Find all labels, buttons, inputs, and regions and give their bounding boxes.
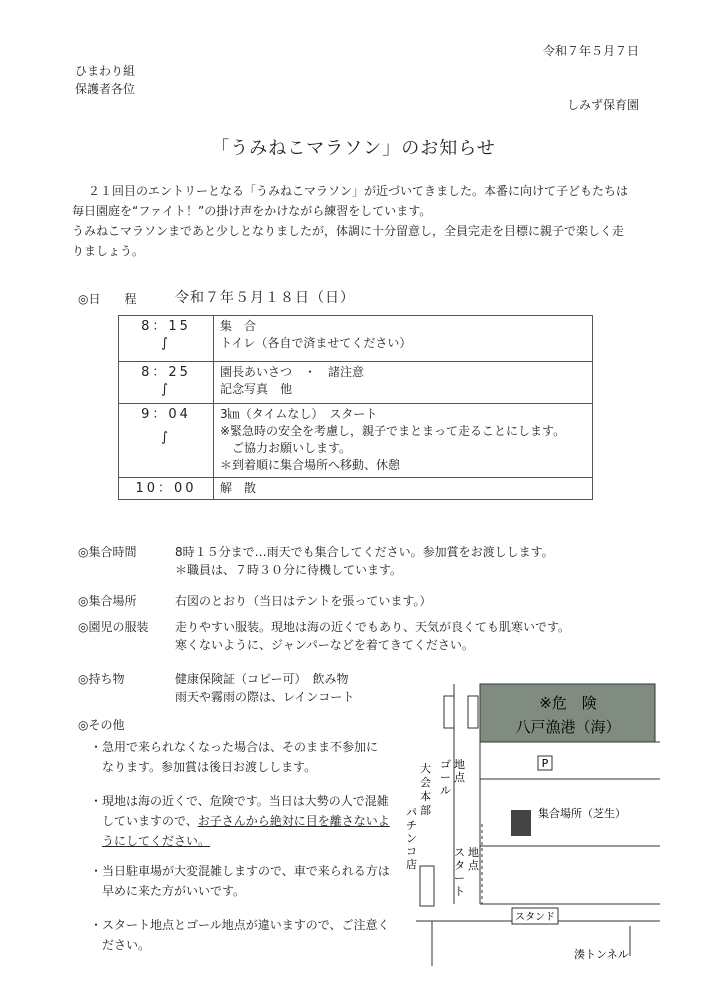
schedule-table [118,315,593,500]
intro-line: 毎日園庭を“ファイト！”の掛け声をかけながら練習をしています。 [72,204,432,218]
gather-place-text: 右図のとおり（当日はテントを張っています。） [175,594,432,608]
schedule-time: 10：00 [119,478,214,500]
gather-time-text: 8時１５分まで…雨天でも集合してください。参加賞をお渡しします。 [175,545,554,559]
note-line: ・当日駐車場が大変混雑しますので、車で来られる方は [90,864,390,878]
tunnel-label: 湊トンネル [574,948,629,961]
clothing-label: ◎園児の服装 [78,620,149,634]
note-line: ださい。 [90,938,151,952]
schedule-row [119,316,593,362]
schedule-row [119,362,593,404]
staff-note: ＊職員は、７時３０分に待機しています。 [175,563,403,577]
sea-label: 八戸漁港（海） [515,718,621,736]
wave-icon: ∫ [161,336,171,351]
schedule-time: 8：25 ∫ [119,362,214,404]
warning-underline: お子さんから絶対に目を離さないよ [197,814,390,828]
schedule-row [119,478,593,500]
schedule-desc: 園長あいさつ ・ 諸注意 記念写真 他 [214,362,593,404]
sender: しみず保育園 [566,98,639,112]
wave-icon: ∫ [161,430,171,445]
schedule-desc: 解 散 [214,478,593,500]
intro-line: うみねこマラソンまであと少しとなりましたが，体調に十分留意し，全員完走を目標に親子で楽しく走 [72,224,625,238]
hq-label: 大会本部 [420,762,431,817]
warning-underline: うにしてください。 [102,834,211,848]
page-title: 「うみねこマラソン」のお知らせ [211,138,496,159]
gather-place-label: ◎集合場所 [78,594,137,608]
intro-paragraph [72,181,628,261]
schedule-time: 8：15 ∫ [119,316,214,362]
parking-label: P [541,757,549,770]
belongings-text: 雨天や霧雨の際は、レインコート [175,690,355,704]
event-date: 令和７年５月１８日（日） [175,290,355,306]
note-line: 早めに来た方がいいです。 [90,884,246,898]
clothing-text: 寒くないように、ジャンパーなどを着てきてください。 [175,638,474,652]
belongings-text: 健康保険証（コピー可） 飲み物 [175,672,349,686]
other-notes [90,737,390,955]
gather-box [511,810,531,836]
note-line: ・スタート地点とゴール地点が違いますので、ご注意く [90,918,390,932]
schedule-row [119,404,593,478]
schedule-time: 9：04 ∫ [119,404,214,478]
pachinko-label: パチンコ店 [406,806,417,871]
note-line [90,831,390,851]
clothing-text: 走りやすい服装。現地は海の近くでもあり、天気が良くても肌寒いです。 [175,620,571,634]
venue-map [398,676,660,966]
recipient-class: ひまわり組 [75,64,136,78]
recipient-parents: 保護者各位 [75,82,136,96]
intro-line: りましょう。 [72,244,145,258]
document-date: 令和７年５月７日 [542,44,639,58]
gather-label: 集合場所（芝生） [538,807,626,820]
wave-icon: ∫ [161,382,171,397]
schedule-label: ◎日 程 [78,292,137,306]
gather-time-label: ◎集合時間 [78,545,137,559]
belongings-label: ◎持ち物 [78,672,125,686]
schedule-desc: 集 合 トイレ（各自で済ませてください） [214,316,593,362]
note-line: していますので、お子さんから絶対に目を離さないよ [90,814,390,828]
danger-label: ※危 険 [539,694,597,712]
goal-label: ゴール地点 [440,758,465,797]
note-line: なります。参加賞は後日お渡しします。 [90,760,317,774]
start-label: スタート地点 [454,846,479,898]
other-label: ◎その他 [78,718,125,732]
stand-label: スタンド [515,912,555,923]
note-line: ・急用で来られなくなった場合は、そのまま不参加に [90,740,379,754]
intro-line: ２１回目のエントリーとなる「うみねこマラソン」が近づいてきました。本番に向けて子どもたちは [88,184,629,198]
note-line: ・現地は海の近くで、危険です。当日は大勢の人で混雑 [90,794,389,808]
schedule-desc: 3㎞（タイムなし） スタート ※緊急時の安全を考慮し，親子でまとまって走ることにします。 ご協力お願いします。 ＊到着順に集合場所へ移動、休憩 [214,404,593,478]
